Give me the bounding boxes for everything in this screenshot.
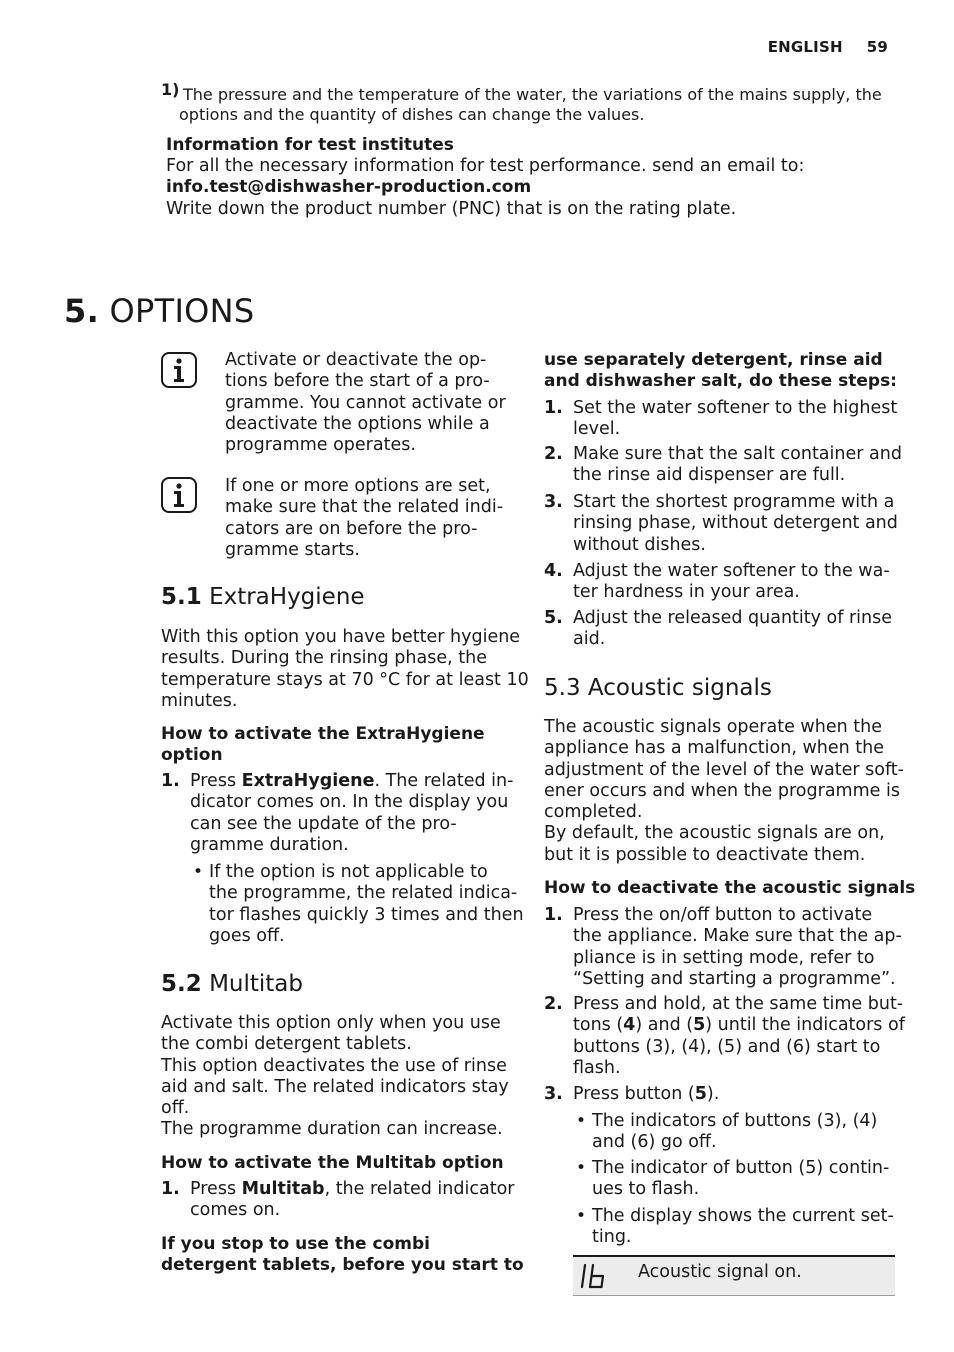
acoustic-bullet-2 <box>592 1158 889 1201</box>
step-text: ) and ( <box>635 1015 694 1036</box>
intro-line: use separately detergent, rinse aid <box>544 350 883 370</box>
button-number: 4 <box>623 1015 636 1036</box>
multitab-stop-title <box>161 1234 524 1277</box>
test-info-email: info.test@dishwasher-production.com <box>166 177 532 197</box>
col2-step-5 <box>573 608 892 651</box>
section-5-2-body <box>161 1013 509 1141</box>
step-line: Set the water softener to the highest <box>573 398 898 418</box>
button-name: Multitab <box>241 1179 325 1199</box>
how-title-line: How to activate the ExtraHygiene <box>161 724 485 744</box>
col2-step-4 <box>573 561 890 604</box>
acoustic-step-1 <box>573 905 902 990</box>
body-line: aid and salt. The related indicators stay <box>161 1076 509 1097</box>
step-line: “Setting and starting a programme”. <box>573 968 896 989</box>
step-number: 3. <box>544 492 563 512</box>
acoustic-step-3 <box>573 1084 719 1105</box>
bullet-line: The indicators of buttons (3), (4) <box>592 1111 878 1131</box>
step-number: 4. <box>544 561 563 581</box>
section-title: ExtraHygiene <box>209 584 365 610</box>
footnote-line-1: The pressure and the temperature of the water, the variations of the mains supply, the <box>183 85 882 104</box>
body-line: The acoustic signals operate when the <box>544 717 882 737</box>
step-number: 1. <box>161 771 180 791</box>
bullet-line: ting. <box>592 1227 632 1248</box>
section-5-1-body <box>161 627 529 712</box>
body-line: By default, the acoustic signals are on, <box>544 823 885 844</box>
section-5-1-heading <box>161 584 365 610</box>
acoustic-bullet-1 <box>592 1111 877 1154</box>
bullet-line: The display shows the current set- <box>592 1206 894 1226</box>
multitab-step-1 <box>190 1179 514 1222</box>
step-line: can see the update of the pro- <box>190 813 457 834</box>
bullet-dot: • <box>576 1158 587 1178</box>
indicator-description: Acoustic signal on. <box>638 1262 802 1282</box>
step-number: 5. <box>544 608 563 628</box>
stop-title-line: If you stop to use the combi <box>161 1234 430 1254</box>
step-line: rinsing phase, without detergent and <box>573 513 898 534</box>
step-number: 3. <box>544 1084 563 1104</box>
note-1 <box>225 350 506 456</box>
note-2-line: If one or more options are set, <box>225 476 491 496</box>
step-line: aid. <box>573 629 606 650</box>
step-line: the rinse aid dispenser are full. <box>573 465 846 486</box>
body-line: appliance has a malfunction, when the <box>544 738 885 759</box>
test-info-line-1: For all the necessary information for test performance. send an email to: <box>166 156 805 176</box>
test-info-line-2: Write down the product number (PNC) that is on the rating plate. <box>166 199 737 219</box>
step-text: Press button ( <box>573 1084 695 1104</box>
note-1-line: deactivate the options while a <box>225 413 490 434</box>
page-header <box>768 38 888 56</box>
bullet-dot: • <box>576 1206 587 1226</box>
step-number: 2. <box>544 994 563 1014</box>
note-1-line: programme operates. <box>225 435 416 456</box>
note-1-line: gramme. You cannot activate or <box>225 392 506 413</box>
language-label: ENGLISH <box>767 38 843 56</box>
footnote-marker: 1) <box>161 80 180 99</box>
step-number: 1. <box>544 398 563 418</box>
step-line: Press and hold, at the same time but- <box>573 994 904 1014</box>
info-icon <box>161 477 197 513</box>
step-line: the appliance. Make sure that the ap- <box>573 926 902 947</box>
bullet-line: and (6) go off. <box>592 1132 717 1153</box>
note-1-line: tions before the start of a pro- <box>225 371 490 392</box>
intro-line: and dishwasher salt, do these steps: <box>544 371 897 392</box>
display-segment-icon <box>577 1263 609 1289</box>
body-line: This option deactivates the use of rinse <box>161 1055 507 1076</box>
body-line: off. <box>161 1098 190 1119</box>
note-2-line: make sure that the related indi- <box>225 497 504 518</box>
step-line: level. <box>573 419 621 440</box>
step-text: , the related indicator <box>324 1179 515 1199</box>
display-indicator-table <box>573 1255 895 1296</box>
bullet-dot: • <box>576 1111 587 1131</box>
stop-title-line: detergent tablets, before you start to <box>161 1255 524 1276</box>
extrahygiene-bullet <box>209 862 524 947</box>
chapter-number: 5. <box>64 292 100 330</box>
button-number: 5 <box>693 1015 706 1036</box>
body-line: Activate this option only when you use <box>161 1013 501 1033</box>
bullet-dot: • <box>193 862 204 882</box>
body-line: minutes. <box>161 690 238 711</box>
extrahygiene-how-title <box>161 724 485 767</box>
step-number: 1. <box>544 905 563 925</box>
note-2-line: gramme starts. <box>225 539 360 560</box>
bullet-line: The indicator of button (5) contin- <box>592 1158 890 1178</box>
bullet-line: If the option is not applicable to <box>209 862 488 882</box>
step-text: tons ( <box>573 1015 624 1036</box>
step-number: 1. <box>161 1179 180 1199</box>
step-line: flash. <box>573 1057 621 1078</box>
col2-intro <box>544 350 897 393</box>
body-line: ener occurs and when the programme is <box>544 780 900 801</box>
body-line: the combi detergent tablets. <box>161 1034 412 1055</box>
info-icon <box>161 352 197 388</box>
body-line: The programme duration can increase. <box>161 1119 503 1140</box>
step-line: Press the on/off button to activate <box>573 905 873 925</box>
chapter-heading <box>64 292 255 330</box>
note-1-line: Activate or deactivate the op- <box>225 350 487 370</box>
section-number: 5.1 <box>161 584 202 610</box>
extrahygiene-step-1 <box>190 771 513 856</box>
bullet-line: ues to flash. <box>592 1179 700 1200</box>
step-text: . The related in- <box>374 771 514 791</box>
body-line: completed. <box>544 802 643 823</box>
body-line: temperature stays at 70 °C for at least 10 <box>161 669 529 690</box>
step-line: dicator comes on. In the display you <box>190 792 509 813</box>
col2-step-3 <box>573 492 898 556</box>
footnote-line-2: options and the quantity of dishes can change the values. <box>179 105 645 124</box>
step-text: Press <box>190 1179 242 1199</box>
step-line: without dishes. <box>573 534 706 555</box>
step-number: 2. <box>544 444 563 464</box>
bullet-line: goes off. <box>209 925 285 946</box>
section-title: Multitab <box>209 971 303 997</box>
col2-step-2 <box>573 444 902 487</box>
step-line: Adjust the water softener to the wa- <box>573 561 890 581</box>
note-2 <box>225 476 503 561</box>
step-line: gramme duration. <box>190 834 349 855</box>
step-line: Make sure that the salt container and <box>573 444 902 464</box>
body-line: but it is possible to deactivate them. <box>544 844 866 865</box>
step-text: Press <box>190 771 242 791</box>
acoustic-how-title: How to deactivate the acoustic signals <box>544 878 916 898</box>
page-number: 59 <box>866 38 888 56</box>
step-line: comes on. <box>190 1200 281 1221</box>
step-line: pliance is in setting mode, refer to <box>573 947 875 968</box>
col2-step-1 <box>573 398 897 441</box>
button-name: ExtraHygiene <box>241 771 375 791</box>
section-5-2-heading <box>161 971 303 997</box>
step-text: ) until the indicators of <box>705 1015 905 1036</box>
body-line: With this option you have better hygiene <box>161 627 521 647</box>
body-line: adjustment of the level of the water soft- <box>544 759 904 780</box>
step-line: Adjust the released quantity of rinse <box>573 608 893 628</box>
section-5-3-body <box>544 717 904 866</box>
step-line: ter hardness in your area. <box>573 582 800 603</box>
step-line: Start the shortest programme with a <box>573 492 895 512</box>
acoustic-bullet-3 <box>592 1206 894 1249</box>
step-text: ). <box>706 1084 720 1104</box>
section-5-3-heading: 5.3 Acoustic signals <box>544 675 772 701</box>
multitab-how-title: How to activate the Multitab option <box>161 1153 504 1173</box>
chapter-title: OPTIONS <box>109 292 255 330</box>
bullet-line: the programme, the related indica- <box>209 883 518 904</box>
acoustic-step-2 <box>573 994 905 1079</box>
body-line: results. During the rinsing phase, the <box>161 648 487 669</box>
how-title-line: option <box>161 745 223 766</box>
step-line: buttons (3), (4), (5) and (6) start to <box>573 1036 881 1057</box>
bullet-line: tor flashes quickly 3 times and then <box>209 904 524 925</box>
section-number: 5.2 <box>161 971 202 997</box>
test-info-title: Information for test institutes <box>166 135 454 155</box>
note-2-line: cators are on before the pro- <box>225 518 478 539</box>
button-number: 5 <box>694 1084 707 1104</box>
